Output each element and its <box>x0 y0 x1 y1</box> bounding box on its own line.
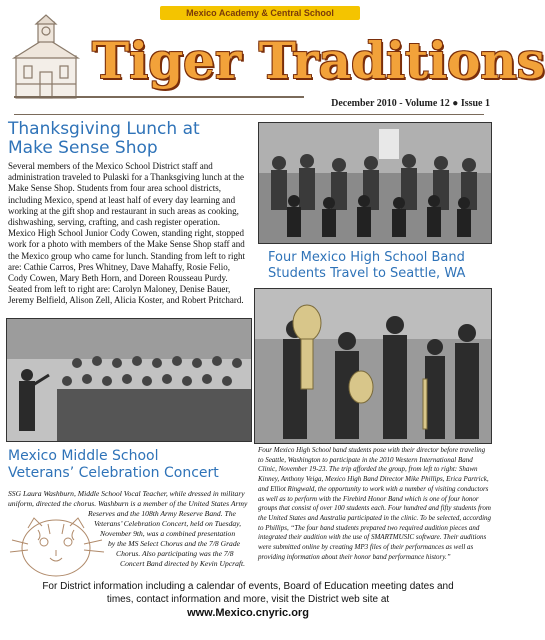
thanksgiving-group-photo <box>258 122 492 244</box>
header-rule-left <box>14 96 304 98</box>
footer-line2: times, contact information and more, visit the District web site at <box>106 594 390 605</box>
issue-line: December 2010 - Volume 12 ● Issue 1 <box>331 98 490 109</box>
school-building-logo <box>12 14 80 100</box>
veterans-headline-line1: Mexico Middle School <box>8 448 159 464</box>
band-headline-line1: Four Mexico High School Band <box>268 250 465 265</box>
school-name: Mexico Academy & Central School <box>186 8 334 18</box>
veterans-headline <box>8 448 254 482</box>
thanksgiving-headline-line2: Make Sense Shop <box>8 138 158 158</box>
footer-info <box>8 580 488 636</box>
header-rule-bottom <box>14 114 484 115</box>
veterans-headline-line2: Veterans’ Celebration Concert <box>8 465 219 481</box>
thanksgiving-body: Several members of the Mexico School District staff and administration traveled to Pulaski for a Thanksgiving lunch at the Make Sense Shop. Students from four area school districts, including Mexico, spend at least half of every day learning and working at the gift shop and restaurant in such areas as cooking, dishwashing, serving, crafting, and cash register operation. Mexico High School Junior Cody Cowen, standing right, stopped work for a photo with members of the Make Sense Shop staff and the Mexico group who came for lunch. Standing from left to right are: Cathie Carros, Pres Whitney, Dave Mahaffy, Rosie Felio, Cody Cowen, Mary Beth Horn, and Doreen Rousseau Purdy. Seated from left to right are: Carolyn Maloney, Denise Bauer, Jeremy Belfield, Alison Zell, Alicia Koster, and Robert Pritchard. <box>8 161 245 306</box>
veterans-caption-line: Concert Band directed by Kevin Upcraft. <box>120 559 245 568</box>
thanksgiving-headline <box>8 120 248 158</box>
veterans-caption-line: November 9th, was a combined presentation <box>100 529 236 538</box>
band-caption: Four Mexico High School band students pose with their director before traveling to Seattle, Washington to participate in the 2010 Western International Band Clinic, November 19-23. The trip afforded the group, from left to right: Shawn Kinney, Anthony Veiga, Mexico High Band Director Mike Phillips, Erica Partrick, and Elliot Ringwald, the opportunity to work with a number of visiting conductors as well as to perform with the Firebird Honor Band which is one of four honor groups that consist of over 100 students each. Four hundred and fifty students from the United States and Australia participated in the clinic. To be selected, according to Phillips, “The four band students prepared two required audition pieces and integrated their audition with the use of SMARTMUSIC software. Their auditions were submitted online by creating MP3 files of their performances as well as providing information about their honor band performance history.” <box>258 446 492 561</box>
district-website-link[interactable]: www.Mexico.cnyric.org <box>187 607 309 619</box>
footer-line1: For District information including a calendar of events, Board of Education meeting dates and <box>42 581 454 592</box>
chorus-concert-photo <box>6 318 252 442</box>
masthead-title: Tiger Traditions <box>92 31 545 90</box>
veterans-caption-line: Veterans’ Celebration Concert, held on Tuesday, <box>94 519 242 528</box>
band-headline-line2: Students Travel to Seattle, WA <box>268 266 466 281</box>
veterans-caption-line: uniform, directed the chorus. Washburn is a member of the United States Army <box>8 499 248 508</box>
veterans-caption-line: SSG Laura Washburn, Middle School Vocal Teacher, while dressed in military <box>8 489 245 498</box>
band-headline <box>268 250 492 282</box>
thanksgiving-headline-line1: Thanksgiving Lunch at <box>8 119 200 139</box>
veterans-caption-line: by the MS Select Chorus and the 7/8 Grade <box>108 539 241 548</box>
veterans-caption-line: Chorus. Also participating was the 7/8 <box>116 549 234 558</box>
veterans-caption <box>8 489 258 569</box>
veterans-caption-line: Reserves and the 108th Army Reserve Band. The <box>88 509 236 518</box>
band-students-photo <box>254 288 492 444</box>
